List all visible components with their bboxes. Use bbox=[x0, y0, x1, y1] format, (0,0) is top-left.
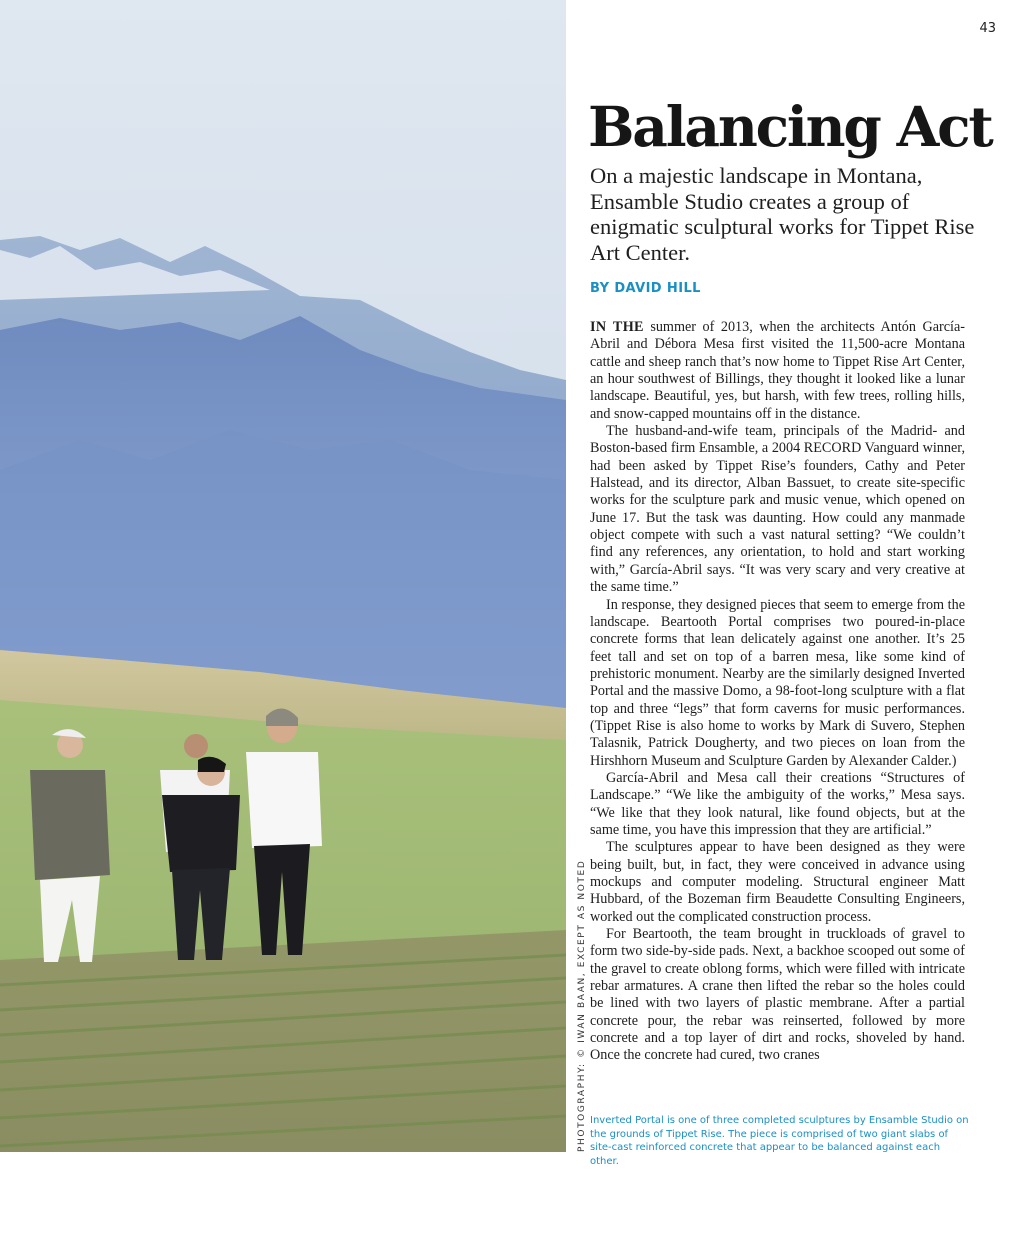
body-paragraph bbox=[590, 319, 965, 423]
byline: BY DAVID HILL bbox=[590, 281, 701, 296]
page-number: 43 bbox=[979, 21, 996, 36]
article-deck: On a majestic landscape in Montana, Ensamble Studio creates a group of enigmatic sculptural works for Tippet Rise Art Center. bbox=[590, 163, 975, 265]
body-paragraph: The husband-and-wife team, principals of the Madrid- and Boston-based firm Ensamble, a 2004 RECORD Vanguard winner, had been asked by Tippet Rise’s founders, Cathy and Peter Halstead, and its director, Alban Bassuet, to create site-specific works for the sculpture park and music venue, which opened on June 17. But the task was daunting. How could any manmade object compete with such a vast natural setting? “We couldn’t find any references, any orientation, to hold and start working with,” García-Abril says. “It was very scary and very creative at the same time.” bbox=[590, 423, 965, 596]
body-paragraph: The sculptures appear to have been designed as they were being built, but, in fact, they were conceived in advance using mockups and computer modeling. Structural engineer Matt Hubbard, of the Bozeman firm Beaudette Consulting Engineers, worked out the complicated construction process. bbox=[590, 839, 965, 925]
body-paragraph: García-Abril and Mesa call their creations “Structures of Landscape.” “We like the ambiguity of the works,” Mesa says. “We like that they look natural, like found objects, but at the same time, you have this impression that they are artificial.” bbox=[590, 769, 965, 838]
body-paragraph: In response, they designed pieces that seem to emerge from the landscape. Beartooth Portal comprises two poured-in-place concrete forms that lean delicately against one another. It’s 25 feet tall and set on top of a barren mesa, like some kind of prehistoric monument. Nearby are the similarly designed Inverted Portal and the massive Domo, a 98-foot-long sculpture with a flat top and three “legs” that form caverns for music performances. (Tippet Rise is also home to works by Mark di Suvero, Stephen Talasnik, Patrick Dougherty, and two pieces on loan from the Hirshhorn Museum and Sculpture Garden by Alexander Calder.) bbox=[590, 596, 965, 769]
photo-caption: Inverted Portal is one of three completed sculptures by Ensamble Studio on the grounds of Tippet Rise. The piece is comprised of two giant slabs of site-cast reinforced concrete that appear to be balanced against each other. bbox=[590, 1115, 969, 1167]
article-body bbox=[590, 319, 965, 1065]
body-paragraph: For Beartooth, the team brought in truckloads of gravel to form two side-by-side pads. Next, a backhoe scooped out some of the gravel to create oblong forms, which were filled with intricate rebar armatures. A crane then lifted the rebar so the holes could be lined with two layers of plastic membrane. After a partial concrete pour, the rebar was reinserted, followed by more concrete and a top layer of dirt and rocks, shoveled by hand. Once the concrete had cured, two cranes bbox=[590, 926, 965, 1064]
article-title: Balancing Act bbox=[588, 94, 992, 159]
body-paragraph-text: summer of 2013, when the architects Antón García-Abril and Débora Mesa first visited the 11,500-acre Montana cattle and sheep ranch that’s now home to Tippet Rise Art Center, an hour southwest of Billings, they thought it looked like a lunar landscape. Beautiful, yes, but harsh, with few trees, rolling hills, and snow-capped mountains off in the distance. bbox=[590, 319, 965, 422]
photo-credit: PHOTOGRAPHY: © IWAN BAAN, EXCEPT AS NOTED bbox=[577, 859, 587, 1152]
lead-in: IN THE bbox=[590, 319, 644, 335]
